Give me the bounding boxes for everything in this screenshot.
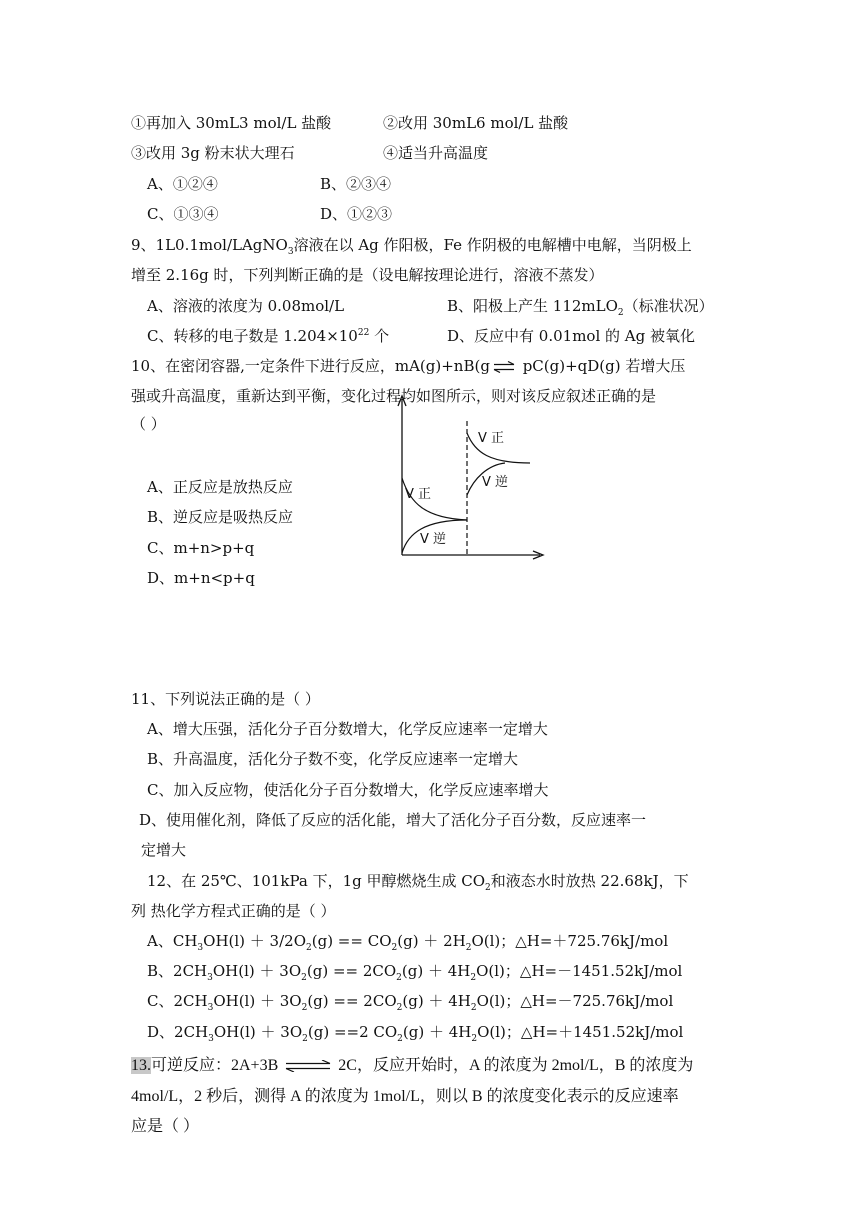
q13-stem-line3: 应是（ ） xyxy=(131,1118,200,1135)
q8-option-4: ④适当升高温度 xyxy=(383,144,489,162)
equilibrium-arrows-icon xyxy=(492,361,516,373)
q9-stem-line2: 增至 2.16g 时，下列判断正确的是（设电解按理论进行，溶液不蒸发） xyxy=(131,266,604,284)
rate-time-graph xyxy=(390,393,550,563)
q10-choice-c: C、m+n>p+q xyxy=(147,539,255,557)
q8-choice-c: C、①③④ xyxy=(147,205,219,223)
q8-choice-d: D、①②③ xyxy=(320,205,393,223)
q13-stem-line1: 13.可逆反应：2A+3B 2C，反应开始时，A 的浓度为 2mol/L，B 的浓度为 xyxy=(131,1057,694,1074)
q11-choice-c: C、加入反应物，使活化分子百分数增大，化学反应速率增大 xyxy=(147,781,549,799)
q10-stem-line1: 10、在密闭容器,一定条件下进行反应，mA(g)+nB(g pC(g)+qD(g) 若增大压 xyxy=(131,357,686,375)
q9-stem-line1: 9、1L0.1mol/LAgNO$_3$溶液在以 Ag 作阳极，Fe 作阴极的电解槽中电解，当阴极上 xyxy=(131,236,692,257)
q11-stem: 11、下列说法正确的是（ ） xyxy=(131,690,320,708)
q12-choice-d: D、$2CH_3OH(l) + 3O_2(g) ==2$ $CO_2(g) + 4H_2O(l)$；△H=＋1451.52kJ/mol xyxy=(147,1023,684,1044)
q13-number: 13. xyxy=(131,1057,151,1074)
q9-choice-d: D、反应中有 0.01mol 的 Ag 被氧化 xyxy=(447,327,695,345)
q10-stem-line3: （ ） xyxy=(131,415,166,433)
q12-choice-c: C、$2CH_3OH(l) + 3O_2(g) == 2CO_2(g) + 4H_2O(l)$；△H=－725.76kJ/mol xyxy=(147,992,674,1013)
q10-stem-line2: 强或升高温度，重新达到平衡，变化过程均如图所示，则对该反应叙述正确的是 xyxy=(131,387,657,405)
q12-stem-line1: 12、在 25℃、101kPa 下，1g 甲醇燃烧生成 $CO_2$和液态水时放热 22.68kJ，下 xyxy=(147,872,689,893)
q8-option-2: ②改用 30mL6 mol/L 盐酸 xyxy=(383,114,569,132)
equilibrium-arrows-icon xyxy=(284,1060,332,1072)
q8-option-3: ③改用 3g 粉末状大理石 xyxy=(131,144,295,162)
q10-choice-d: D、m+n<p+q xyxy=(147,569,255,587)
q10-choice-b: B、逆反应是吸热反应 xyxy=(147,508,294,526)
label-v-forward-2: V 正 xyxy=(478,431,505,446)
q11-choice-b: B、升高温度，活化分子数不变，化学反应速率一定增大 xyxy=(147,750,519,768)
q9-choice-b: B、阳极上产生 112mLO$_2$（标准状况） xyxy=(447,297,714,318)
label-v-reverse-2: V 逆 xyxy=(482,475,509,490)
q9-choice-c: C、转移的电子数是 $1.204\times 10^{22}$ 个 xyxy=(147,327,390,345)
q11-choice-d-line1: D、使用催化剂，降低了反应的活化能，增大了活化分子百分数，反应速率一 xyxy=(139,811,647,829)
q8-choice-a: A、①②④ xyxy=(147,175,218,193)
q12-choice-b: B、$2CH_3OH(l) + 3O_2(g) == 2CO_2(g) + 4H_2O(l)$；△H=－1451.52kJ/mol xyxy=(147,962,683,983)
q8-option-1: ①再加入 30mL3 mol/L 盐酸 xyxy=(131,114,332,132)
label-v-reverse-1: V 逆 xyxy=(420,532,447,547)
q12-choice-a: A、$CH_3OH(l) + 3/2O_2(g) == CO_2(g) + 2H_2O(l)$；△H=＋725.76kJ/mol xyxy=(147,932,669,953)
q12-stem-line2: 列 热化学方程式正确的是（ ） xyxy=(131,902,336,920)
q10-choice-a: A、正反应是放热反应 xyxy=(147,478,293,496)
q13-stem-line2: 4mol/L，2 秒后，测得 A 的浓度为 1mol/L，则以 B 的浓度变化表示的反应速率 xyxy=(131,1088,679,1105)
q11-choice-a: A、增大压强，活化分子百分数增大，化学反应速率一定增大 xyxy=(147,720,548,738)
q8-choice-b: B、②③④ xyxy=(320,175,392,193)
label-v-forward-1: V 正 xyxy=(405,487,432,502)
q9-choice-a: A、溶液的浓度为 0.08mol/L xyxy=(147,297,345,315)
q11-choice-d-line2: 定增大 xyxy=(141,841,187,859)
